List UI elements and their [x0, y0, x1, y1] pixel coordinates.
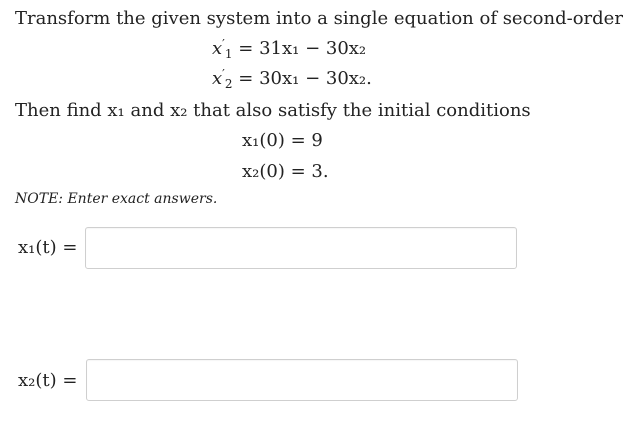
x1-answer-input[interactable] — [85, 227, 517, 269]
equation-1: $x'_1 = 31x_1 - 30x_2$ — [212, 37, 367, 61]
equation-2: $x'_2 = 30x_1 - 30x_2$. — [212, 67, 372, 91]
initial-conditions-text: Then find x₁ and x₂ that also satisfy the initial conditions — [15, 100, 531, 121]
question-intro: Transform the given system into a single equation of second-order — [15, 8, 623, 29]
initial-condition-2: x₂(0) = 3. — [242, 161, 329, 182]
x2-label: x₂(t) = — [18, 370, 78, 391]
x1-label: x₁(t) = — [18, 237, 78, 258]
initial-condition-1: x₁(0) = 9 — [242, 130, 323, 151]
note-text: NOTE: Enter exact answers. — [15, 191, 218, 207]
x2-answer-input[interactable] — [86, 359, 518, 401]
